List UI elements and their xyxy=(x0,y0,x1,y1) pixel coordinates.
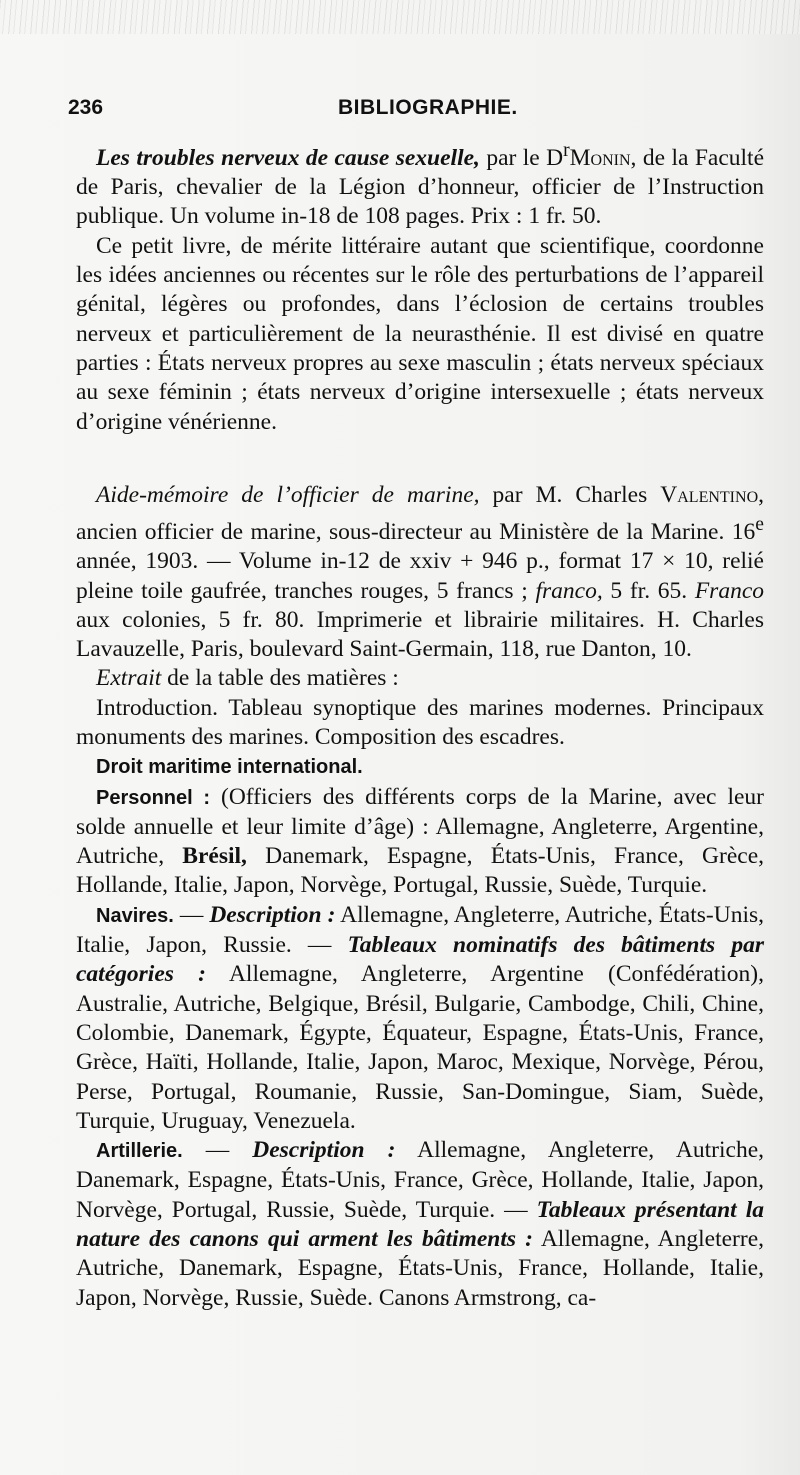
page-header xyxy=(68,96,768,130)
page-body xyxy=(76,136,764,1313)
entry-separator xyxy=(76,437,764,481)
scan-edge xyxy=(0,0,800,34)
entry-2-citation: Aide-mémoire de l’officier de marine, par M. Charles Valentino, ancien officier de marine, sous-directeur au Ministère de la Marine. 16e année, 1903. — Volume in-12 de xxiv + 946 p., format 17 × 10, relié pleine toile gaufrée, tranches rouges, 5 francs ; franco, 5 fr. 65. Franco aux colonies, 5 fr. 80. Imprimerie et librairie militaires. H. Charles Lavauzelle, Paris, boulevard Saint-Germain, 118, rue Danton, 10. xyxy=(76,481,764,663)
artillerie-paragraph: Artillerie. — Description : Allemagne, Angleterre, Autriche, Danemark, Espagne, États-Unis, France, Grèce, Hollande, Italie, Japon, Norvège, Portugal, Russie, Suède, Turquie. — Tableaux présentant la nature des canons qui arment les bâtiments : Allemagne, Angleterre, Autriche, Danemark, Espagne, États-Unis, France, Hollande, Italie, Japon, Norvège, Russie, Suède. Canons Armstrong, ca- xyxy=(76,1137,765,1311)
entry-1-summary: Ce petit livre, de mérite littéraire autant que scientifique, coordonne les idées anciennes ou récentes sur le rôle des perturbations de l’appareil génital, légères ou profondes, dans l’éclosion de certains troubles nerveux et particulièrement de la neurasthénie. Il est divisé en quatre parties : États nerveux propres au sexe masculin ; états nerveux spéciaux au sexe féminin ; états nerveux d’origine intersexuelle ; états nerveux d’origine vénérienne. xyxy=(76,232,764,435)
entry-1-author: Monin xyxy=(569,144,631,171)
entry-1-citation: Les troubles nerveux de cause sexuelle, par le $D^rMonin$, de la Faculté de Paris, chevalier de la Légion d’honneur, officier de l’Instruction publique. Un volume in-18 de 108 pages. Prix : 1 fr. 50. xyxy=(76,140,764,230)
running-head: BIBLIOGRAPHIE. xyxy=(338,96,518,119)
entry-2-author: Valentino xyxy=(660,481,759,508)
navires-paragraph: Navires. — Description : Allemagne, Angleterre, Autriche, États-Unis, Italie, Japon, Russie. — Tableaux nominatifs des bâtiments par catégories : Allemagne, Angleterre, Argentine (Confédération), Australie, Autriche, Belgique, Brésil, Bulgarie, Cambodge, Chili, Chine, Colombie, Danemark, Égypte, Équateur, Espagne, États-Unis, France, Grèce, Haïti, Hollande, Italie, Japon, Maroc, Mexique, Norvège, Pérou, Perse, Portugal, Roumanie, Russie, San-Domingue, Siam, Suède, Turquie, Uruguay, Venezuela. xyxy=(76,901,765,1134)
extrait-line: Extrait de la table des matières : xyxy=(96,665,399,692)
droit-heading: Droit maritime international. xyxy=(96,756,363,779)
introduction-paragraph: Introduction. Tableau synoptique des marines modernes. Principaux monuments des marines. Composition des escadres. xyxy=(76,694,764,750)
personnel-paragraph: Personnel : (Officiers des différents corps de la Marine, avec leur solde annuelle et leur limite d’âge) : Allemagne, Angleterre, Argentine, Autriche, Brésil, Danemark, Espagne, États-Unis, France, Grèce, Hollande, Italie, Japon, Norvège, Portugal, Russie, Suède, Turquie. xyxy=(76,783,764,899)
entry-2-title: Aide-mémoire de l’officier de marine, xyxy=(96,481,480,508)
page-number: 236 xyxy=(68,96,104,119)
entry-1-title: Les troubles nerveux de cause sexuelle, xyxy=(96,144,480,171)
